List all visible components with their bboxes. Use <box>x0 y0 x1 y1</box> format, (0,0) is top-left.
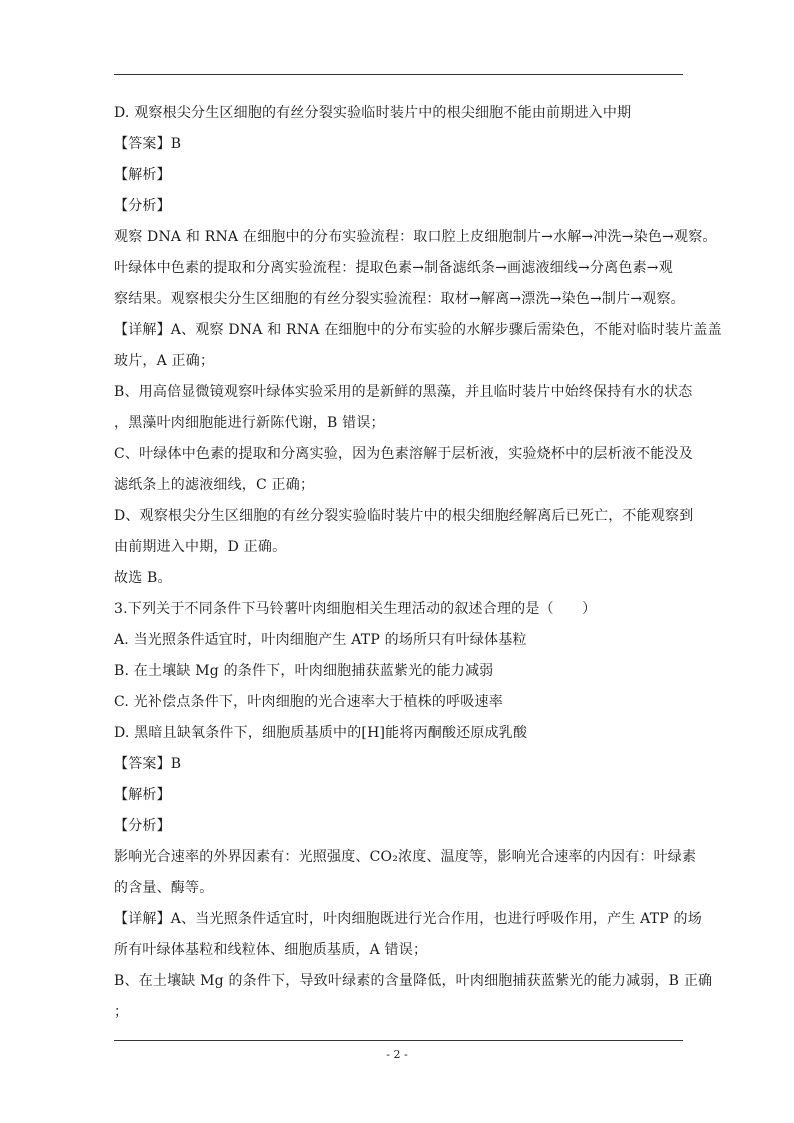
analysis-label: 【解析】 <box>114 167 171 183</box>
page-number: - 2 - <box>386 1048 408 1061</box>
answer-label: 【答案】B <box>114 756 182 772</box>
text-line: 所有叶绿体基粒和线粒体、细胞质基质，A 错误； <box>114 942 428 958</box>
answer-label: 【答案】B <box>114 136 182 152</box>
text-line: 的含量、酶等。 <box>114 880 214 896</box>
text-line: B、用高倍显微镜观察叶绿体实验采用的是新鲜的黑藻，并且临时装片中始终保持有水的状态 <box>114 384 693 400</box>
text-line: 叶绿体中色素的提取和分离实验流程：提取色素→制备滤纸条→画滤液细线→分离色素→观 <box>114 260 673 276</box>
detail-line: 【详解】A、观察 DNA 和 RNA 在细胞中的分布实验的水解步骤后需染色，不能对临时装片盖盖 <box>114 322 722 338</box>
option-b: B. 在土壤缺 Mg 的条件下，叶肉细胞捕获蓝紫光的能力减弱 <box>114 663 494 679</box>
text-line: C、叶绿体中色素的提取和分离实验，因为色素溶解于层析液，实验烧杯中的层析液不能没及 <box>114 446 693 462</box>
text-line: ； <box>114 1004 129 1020</box>
text-line: D、观察根尖分生区细胞的有丝分裂实验临时装片中的根尖细胞经解离后已死亡，不能观察到 <box>114 508 694 524</box>
option-c: C. 光补偿点条件下，叶肉细胞的光合速率大于植株的呼吸速率 <box>114 694 503 710</box>
header-rule <box>114 74 683 75</box>
text-line: 观察 DNA 和 RNA 在细胞中的分布实验流程：取口腔上皮细胞制片→水解→冲洗→染色→观察。 <box>114 229 717 245</box>
text-line: 滤纸条上的滤液细线，C 正确； <box>114 477 315 493</box>
text-line: D. 观察根尖分生区细胞的有丝分裂实验临时装片中的根尖细胞不能由前期进入中期 <box>114 105 632 121</box>
analysis-sub-label: 【分析】 <box>114 198 171 214</box>
question-stem: 3.下列关于不同条件下马铃薯叶肉细胞相关生理活动的叙述合理的是（ ） <box>114 601 597 617</box>
text-line: 故选 B。 <box>114 570 172 586</box>
document-body <box>114 98 722 1028</box>
text-line: 察结果。观察根尖分生区细胞的有丝分裂实验流程：取材→解离→漂洗→染色→制片→观察。 <box>114 291 685 307</box>
text-line: 玻片，A 正确； <box>114 353 215 369</box>
analysis-label: 【解析】 <box>114 787 171 803</box>
option-d: D. 黑暗且缺氧条件下，细胞质基质中的[H]能将丙酮酸还原成乳酸 <box>114 725 528 741</box>
text-line: B、在土壤缺 Mg 的条件下，导致叶绿素的含量降低，叶肉细胞捕获蓝紫光的能力减弱，B 正确 <box>114 973 713 989</box>
text-line: ，黑藻叶肉细胞能进行新陈代谢，B 错误； <box>114 415 385 431</box>
analysis-sub-label: 【分析】 <box>114 818 171 834</box>
text-line: 影响光合速率的外界因素有：光照强度、CO₂浓度、温度等，影响光合速率的内因有：叶绿素 <box>114 849 697 865</box>
footer-rule <box>114 1040 683 1041</box>
option-a: A. 当光照条件适宜时，叶肉细胞产生 ATP 的场所只有叶绿体基粒 <box>114 632 527 648</box>
detail-line: 【详解】A、当光照条件适宜时，叶肉细胞既进行光合作用，也进行呼吸作用，产生 ATP 的场 <box>114 911 702 927</box>
text-line: 由前期进入中期，D 正确。 <box>114 539 287 555</box>
